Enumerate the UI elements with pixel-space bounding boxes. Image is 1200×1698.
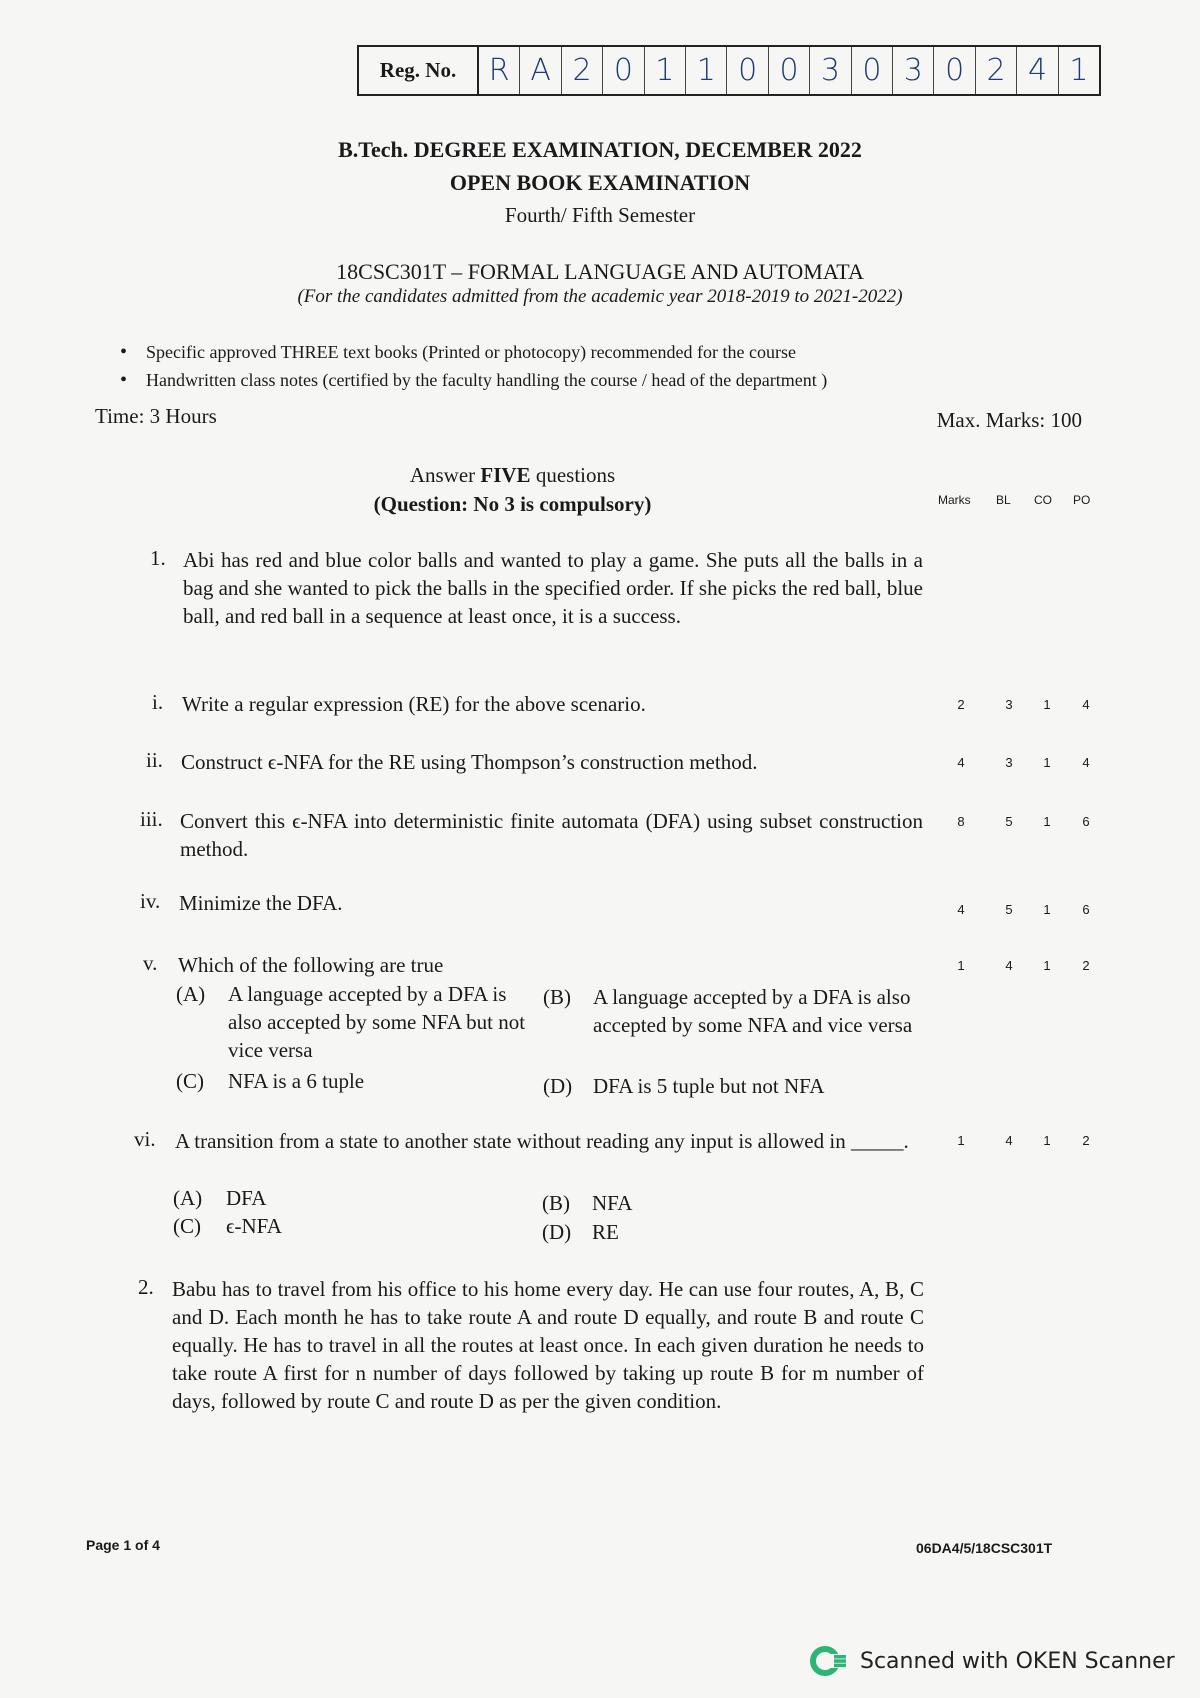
marks-value: 4 — [957, 902, 965, 917]
allowed-materials — [120, 338, 827, 394]
q1-part-num: iii. — [140, 807, 163, 831]
reg-digit: 0 — [769, 47, 810, 94]
option-text: NFA is a 6 tuple — [228, 1069, 365, 1093]
exam-type: OPEN BOOK EXAMINATION — [449, 170, 751, 195]
exam-duration: Time: 3 Hours — [95, 404, 217, 428]
reg-digit: 0 — [934, 47, 975, 94]
q1-part-text: Write a regular expression (RE) for the above scenario. — [182, 692, 646, 716]
po-value: 6 — [1082, 814, 1090, 829]
semester: Fourth/ Fifth Semester — [504, 203, 696, 227]
col-bl: BL — [996, 493, 1011, 507]
bl-value: 5 — [1005, 814, 1013, 829]
co-value: 1 — [1043, 814, 1051, 829]
po-value: 4 — [1082, 697, 1090, 712]
bl-value: 3 — [1005, 755, 1013, 770]
option-key: (D) — [543, 1074, 573, 1098]
reg-digit: A — [520, 47, 561, 94]
option-text: DFA — [226, 1186, 267, 1210]
marks-value: 2 — [957, 697, 965, 712]
reg-digit: 1 — [645, 47, 686, 94]
q2-text: Babu has to travel from his office to his home every day. He can use four routes, A, B, C and D. Each month he has to take route A and route D equally, and route B and route C equally. He has to travel in all the routes at least once. In each given duration he needs to take route A first for n number of days followed by taking up route B for m number of days, followed by route C and route D as per the given condition. — [172, 1277, 924, 1413]
bl-value: 4 — [1005, 958, 1013, 973]
option-key: (A) — [173, 1186, 203, 1210]
reg-digit: 1 — [1069, 53, 1089, 88]
course-title: 18CSC301T – FORMAL LANGUAGE AND AUTOMATA — [336, 259, 864, 284]
co-value: 1 — [1043, 958, 1051, 973]
option-text: NFA — [592, 1191, 633, 1215]
marks-value: 4 — [957, 755, 965, 770]
option-key: (D) — [542, 1220, 572, 1244]
bl-value: 5 — [1005, 902, 1013, 917]
admission-note: (For the candidates admitted from the academic year 2018-2019 to 2021-2022) — [297, 286, 903, 307]
reg-digit: 3 — [810, 47, 851, 94]
option-key: (C) — [173, 1214, 201, 1238]
reg-number-box — [357, 45, 1101, 96]
q1-text: Abi has red and blue color balls and wanted to play a game. She puts all the balls in a bag and she wanted to pick the balls in the specified order. If she picks the red ball, blue ball, and red ball in a sequence at least once, it is a success. — [183, 548, 923, 628]
option-key: (C) — [176, 1069, 204, 1093]
max-marks: Max. Marks: 100 — [936, 408, 1082, 432]
reg-digit: 0 — [852, 47, 893, 94]
co-value: 1 — [1043, 697, 1051, 712]
scanner-logo-icon — [810, 1645, 848, 1677]
reg-digit: 1 — [686, 47, 727, 94]
allowed-item: • Specific approved THREE text books (Printed or photocopy) recommended for the course — [120, 338, 827, 366]
po-value: 2 — [1082, 958, 1090, 973]
reg-label: Reg. No. — [359, 47, 479, 94]
exam-title: B.Tech. DEGREE EXAMINATION, DECEMBER 2022 — [338, 137, 862, 162]
po-value: 4 — [1082, 755, 1090, 770]
q1-part-text: Convert this ϵ-NFA into deterministic finite automata (DFA) using subset construction method. — [180, 809, 923, 861]
reg-digit: 2 — [976, 47, 1017, 94]
q1-part-num: ii. — [146, 748, 163, 772]
reg-digit: 2 — [562, 47, 603, 94]
compulsory-note: (Question: No 3 is compulsory) — [373, 492, 652, 516]
paper-code: 06DA4/5/18CSC301T — [916, 1540, 1053, 1556]
bl-value: 4 — [1005, 1133, 1013, 1148]
co-value: 1 — [1043, 755, 1051, 770]
page-number: Page 1 of 4 — [86, 1537, 160, 1553]
instr-post: questions — [530, 463, 616, 487]
po-value: 6 — [1082, 902, 1090, 917]
option-text: ϵ-NFA — [226, 1214, 282, 1238]
col-marks: Marks — [938, 493, 971, 507]
option-text: A language accepted by a DFA is also accepted by some NFA but not vice versa — [228, 982, 526, 1062]
option-key: (B) — [543, 985, 571, 1009]
q1-part-text: Minimize the DFA. — [179, 891, 343, 915]
q1-part-text: Construct ϵ-NFA for the RE using Thompson’s construction method. — [181, 750, 758, 774]
reg-digit: 0 — [727, 47, 768, 94]
col-co: CO — [1034, 493, 1052, 507]
allowed-item: • Handwritten class notes (certified by the faculty handling the course / head of the department ) — [120, 366, 827, 394]
q1-part-num: vi. — [134, 1127, 156, 1151]
reg-digit: 0 — [603, 47, 644, 94]
q2-number: 2. — [138, 1275, 154, 1299]
reg-digit: 3 — [893, 47, 934, 94]
option-text: A language accepted by a DFA is also accepted by some NFA and vice versa — [593, 985, 913, 1037]
q1-part-text: A transition from a state to another state without reading any input is allowed in _____. — [175, 1129, 909, 1153]
marks-value: 1 — [957, 958, 965, 973]
option-text: RE — [592, 1220, 619, 1244]
q1-number: 1. — [150, 546, 166, 570]
instr-bold: FIVE — [480, 463, 531, 487]
option-key: (A) — [176, 982, 206, 1006]
instruction-line — [0, 463, 1025, 488]
option-key: (B) — [542, 1191, 570, 1215]
scanner-text: Scanned with OKEN Scanner — [860, 1648, 1175, 1674]
instr-pre: Answer — [409, 463, 481, 487]
co-value: 1 — [1043, 1133, 1051, 1148]
reg-cells — [479, 47, 1099, 94]
bl-value: 3 — [1005, 697, 1013, 712]
marks-value: 8 — [957, 814, 965, 829]
q1-part-num: v. — [143, 951, 158, 975]
marks-value: 1 — [957, 1133, 965, 1148]
option-text: DFA is 5 tuple but not NFA — [593, 1074, 825, 1098]
co-value: 1 — [1043, 902, 1051, 917]
reg-digit: 4 — [1017, 47, 1058, 94]
q1-part-text: Which of the following are true — [178, 953, 444, 977]
q1-part-num: i. — [152, 690, 164, 714]
col-po: PO — [1073, 493, 1091, 507]
reg-digit: R — [479, 47, 520, 94]
q1-part-num: iv. — [140, 889, 161, 913]
po-value: 2 — [1082, 1133, 1090, 1148]
scanner-watermark — [810, 1645, 1175, 1677]
